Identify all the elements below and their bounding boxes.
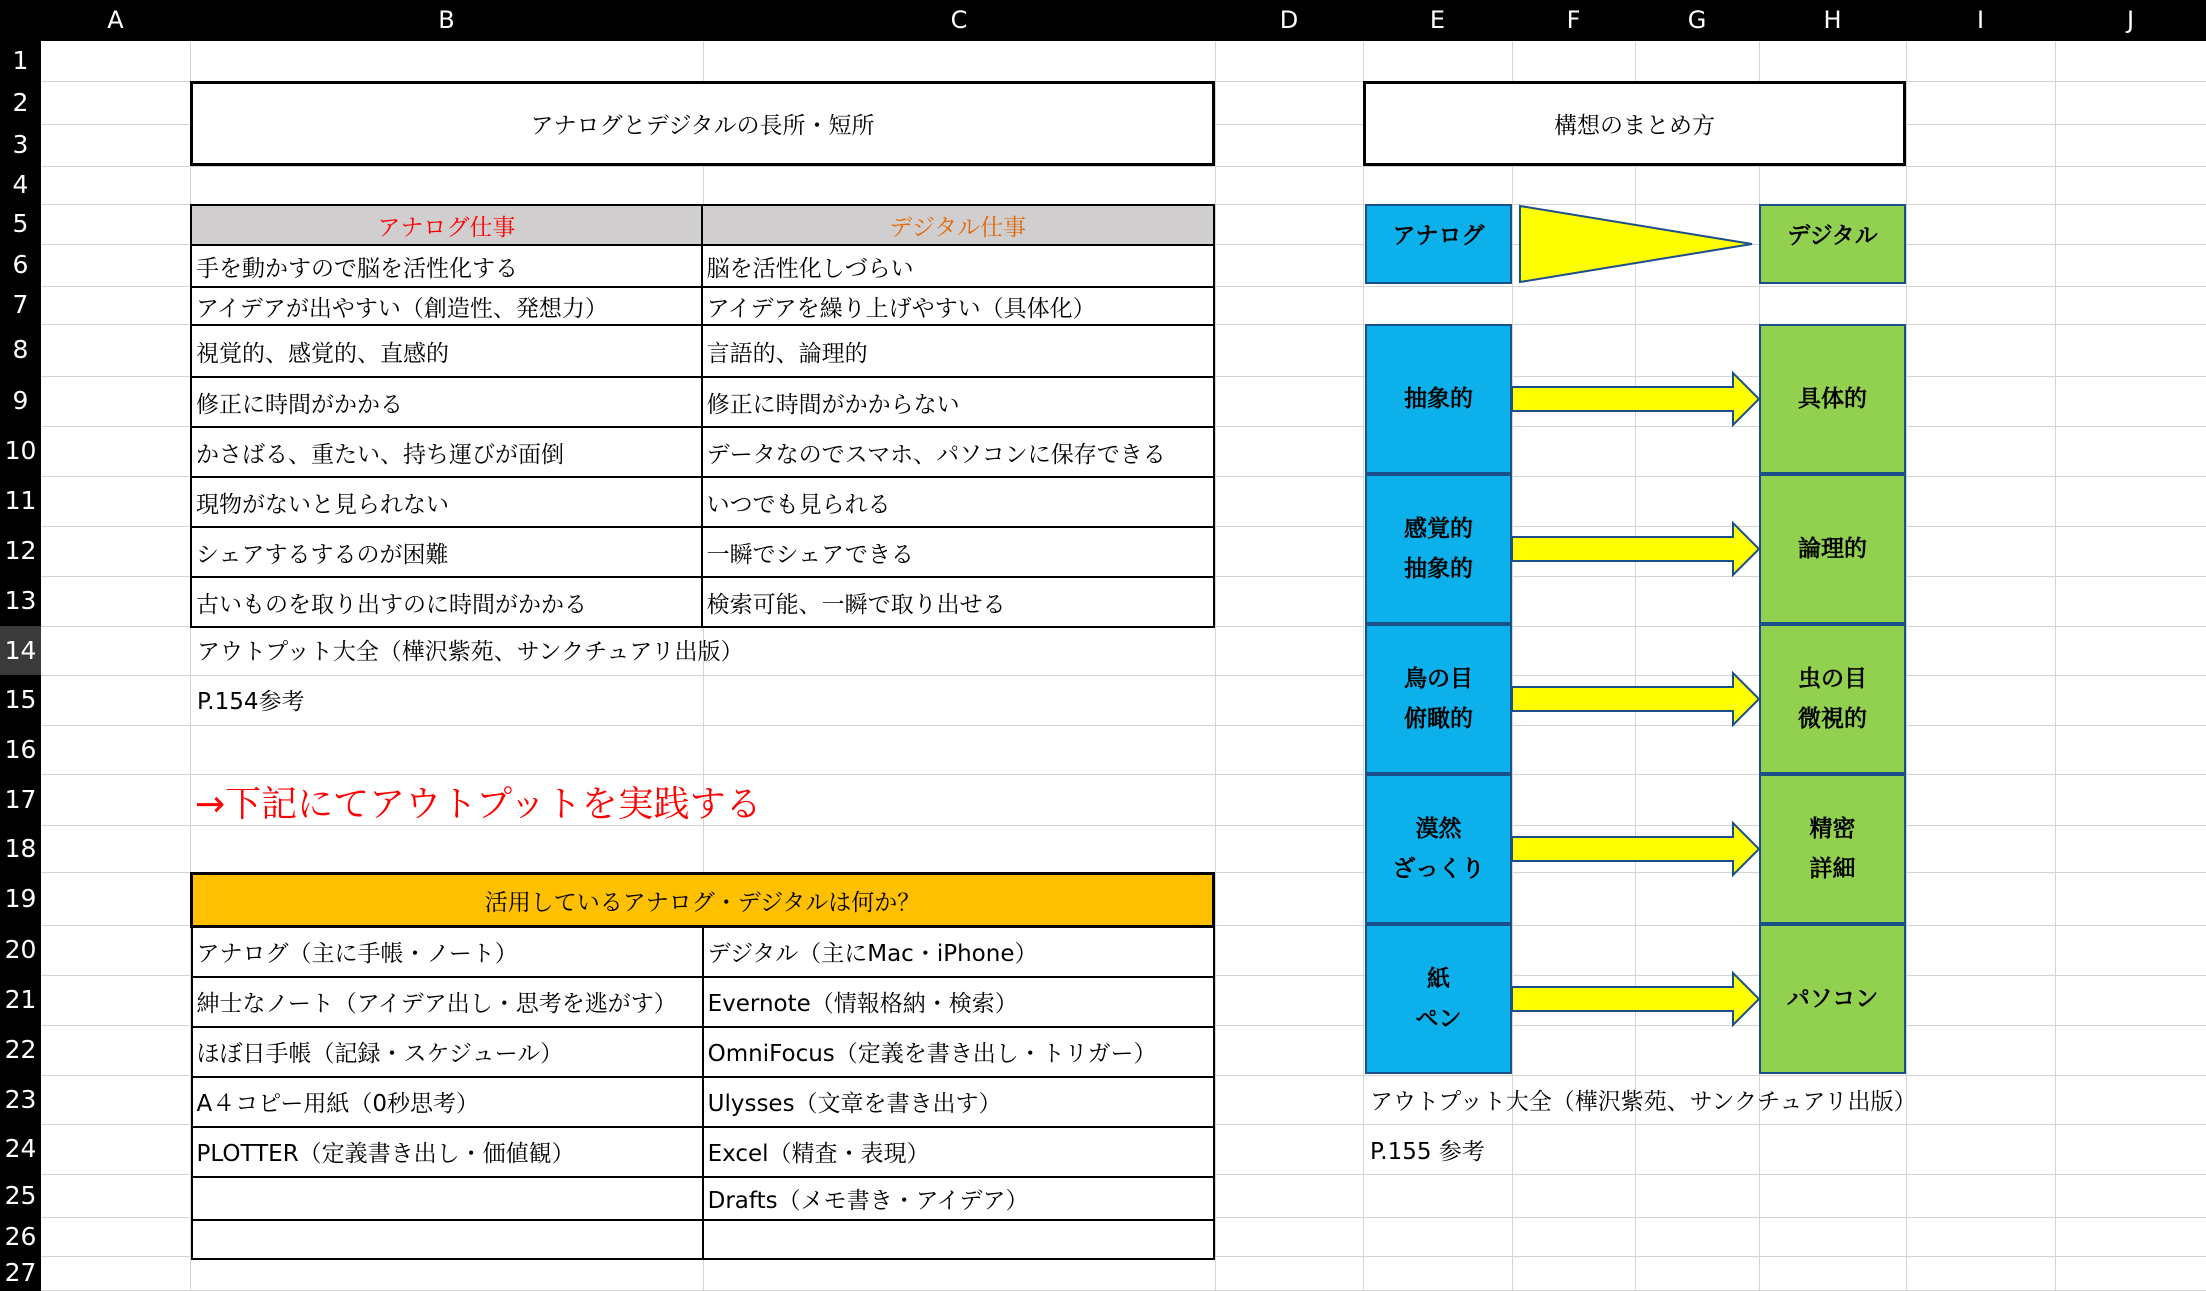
column-header-d[interactable]: D: [1279, 6, 1299, 34]
digital-cell[interactable]: 検索可能、一瞬で取り出せる: [702, 577, 1214, 627]
digital-concept-label: 微視的: [1798, 706, 1867, 732]
page-left[interactable]: P.154参考: [197, 689, 305, 715]
arrow-icon: [1511, 969, 1761, 1029]
row-header-26[interactable]: 26: [4, 1222, 37, 1251]
analog-concept-box[interactable]: [1365, 924, 1512, 1074]
analog-concept-box[interactable]: [1365, 324, 1512, 474]
analog-cell[interactable]: 手を動かすので脳を活性化する: [191, 245, 702, 287]
action-text[interactable]: →下記にてアウトプットを実践する: [195, 784, 762, 825]
row-header-2[interactable]: 2: [12, 88, 29, 117]
digital-tool-cell[interactable]: OmniFocus（定義を書き出し・トリガー）: [703, 1027, 1214, 1077]
row-header-17[interactable]: 17: [4, 785, 37, 814]
source-left[interactable]: アウトプット大全（樺沢紫苑、サンクチュアリ出版）: [197, 639, 744, 665]
analog-concept-label: 鳥の目: [1404, 666, 1473, 692]
row-header-27[interactable]: 27: [4, 1258, 37, 1287]
compare-table: [190, 204, 1215, 628]
digital-header-label: デジタル: [1787, 223, 1878, 249]
table-row: [191, 245, 1214, 287]
digital-cell[interactable]: アイデアを繰り上げやすい（具体化）: [702, 287, 1214, 325]
table-row: [192, 927, 1214, 977]
analog-tool-cell[interactable]: アナログ（主に手帳・ノート）: [192, 927, 703, 977]
column-header-f[interactable]: F: [1566, 6, 1581, 34]
digital-cell[interactable]: データなのでスマホ、パソコンに保存できる: [702, 427, 1214, 477]
digital-concept-label: パソコン: [1786, 986, 1879, 1012]
row-header-13[interactable]: 13: [4, 586, 37, 615]
analog-cell[interactable]: アイデアが出やすい（創造性、発想力）: [191, 287, 702, 325]
table-row: [192, 977, 1214, 1027]
row-header-23[interactable]: 23: [4, 1085, 37, 1114]
left-title-box[interactable]: [190, 81, 1215, 166]
table-row: [191, 325, 1214, 377]
row-header-25[interactable]: 25: [4, 1181, 37, 1210]
analog-concept-label: 抽象的: [1404, 386, 1473, 412]
digital-tool-cell[interactable]: Evernote（情報格納・検索）: [703, 977, 1214, 1027]
analog-header-label: アナログ: [1392, 223, 1485, 249]
column-header-g[interactable]: G: [1687, 6, 1707, 34]
compare-header-row: [191, 205, 1214, 245]
source-right[interactable]: アウトプット大全（樺沢紫苑、サンクチュアリ出版）: [1370, 1089, 1917, 1115]
digital-cell[interactable]: 脳を活性化しづらい: [702, 245, 1214, 287]
arrow-icon: [1511, 519, 1761, 579]
analog-tool-cell[interactable]: ほぼ日手帳（記録・スケジュール）: [192, 1027, 703, 1077]
table-row: [192, 1127, 1214, 1177]
table-row: [191, 427, 1214, 477]
analog-cell[interactable]: シェアするするのが困難: [191, 527, 702, 577]
analog-cell[interactable]: 古いものを取り出すのに時間がかかる: [191, 577, 702, 627]
row-header-11[interactable]: 11: [4, 486, 37, 515]
digital-tool-cell[interactable]: Excel（精査・表現）: [703, 1127, 1214, 1177]
row-header-5[interactable]: 5: [12, 209, 29, 238]
row-header-7[interactable]: 7: [12, 290, 29, 319]
digital-cell[interactable]: 修正に時間がかからない: [702, 377, 1214, 427]
analog-concept-label: 紙: [1427, 966, 1450, 992]
arrow-icon: [1511, 669, 1761, 729]
column-header-i[interactable]: I: [1976, 6, 1985, 34]
row-header-19[interactable]: 19: [4, 884, 37, 913]
column-header-a[interactable]: A: [107, 6, 124, 34]
row-header-21[interactable]: 21: [4, 985, 37, 1014]
analog-concept-box[interactable]: [1365, 474, 1512, 624]
row-header-10[interactable]: 10: [4, 436, 37, 465]
digital-concept-box[interactable]: [1759, 924, 1906, 1074]
row-header-bar: [0, 41, 41, 1290]
arrow-icon: [1511, 369, 1761, 429]
analog-cell[interactable]: 修正に時間がかかる: [191, 377, 702, 427]
row-header-8[interactable]: 8: [12, 335, 29, 364]
digital-concept-label: 精密: [1809, 816, 1856, 842]
tools-header-row: [192, 874, 1214, 927]
table-row: [192, 1077, 1214, 1127]
digital-concept-label: 虫の目: [1798, 666, 1867, 692]
analog-cell[interactable]: 現物がないと見られない: [191, 477, 702, 527]
digital-concept-box[interactable]: [1759, 624, 1906, 774]
digital-work-header[interactable]: デジタル仕事: [702, 205, 1214, 245]
table-row: [191, 527, 1214, 577]
digital-cell[interactable]: いつでも見られる: [702, 477, 1214, 527]
analog-work-header[interactable]: アナログ仕事: [191, 205, 702, 245]
digital-concept-label: 具体的: [1798, 386, 1867, 412]
tools-table: [190, 872, 1215, 1260]
analog-tool-cell[interactable]: [192, 1177, 703, 1220]
table-row: [191, 577, 1214, 627]
analog-tool-cell[interactable]: [192, 1220, 703, 1259]
analog-cell[interactable]: かさばる、重たい、持ち運びが面倒: [191, 427, 702, 477]
row-header-12[interactable]: 12: [4, 536, 37, 565]
triangle-arrow: [1516, 202, 1756, 286]
table-row: [192, 1177, 1214, 1220]
row-header-6[interactable]: 6: [12, 250, 29, 279]
row-header-9[interactable]: 9: [12, 386, 29, 415]
digital-concept-box[interactable]: [1759, 774, 1906, 924]
digital-tool-cell[interactable]: Drafts（メモ書き・アイデア）: [703, 1177, 1214, 1220]
column-header-b[interactable]: B: [438, 6, 455, 34]
column-header-bar: [0, 0, 2206, 41]
analog-tool-cell[interactable]: A４コピー用紙（0秒思考）: [192, 1077, 703, 1127]
digital-header-box[interactable]: [1759, 204, 1906, 284]
row-header-24[interactable]: 24: [4, 1134, 37, 1163]
table-row: [191, 477, 1214, 527]
row-header-3[interactable]: 3: [12, 130, 29, 159]
table-row: [191, 377, 1214, 427]
analog-tool-cell[interactable]: 紳士なノート（アイデア出し・思考を逃がす）: [192, 977, 703, 1027]
row-header-15[interactable]: 15: [4, 685, 37, 714]
digital-cell[interactable]: 一瞬でシェアできる: [702, 527, 1214, 577]
left-title: アナログとデジタルの長所・短所: [530, 113, 875, 139]
analog-concept-box[interactable]: [1365, 774, 1512, 924]
column-header-h[interactable]: H: [1823, 6, 1842, 34]
table-row: [192, 1220, 1214, 1259]
analog-concept-label: 感覚的: [1404, 516, 1473, 542]
analog-concept-label: 漠然: [1415, 816, 1462, 842]
analog-header-box[interactable]: [1365, 204, 1512, 284]
digital-tool-cell[interactable]: [703, 1220, 1214, 1259]
page-right[interactable]: P.155 参考: [1370, 1139, 1485, 1165]
table-row: [192, 1027, 1214, 1077]
digital-concept-box[interactable]: [1759, 474, 1906, 624]
row-header-1[interactable]: 1: [12, 46, 29, 75]
column-header-j[interactable]: J: [2126, 6, 2135, 34]
arrow-icon: [1511, 819, 1761, 879]
row-header-4[interactable]: 4: [12, 170, 29, 199]
digital-concept-box[interactable]: [1759, 324, 1906, 474]
digital-tool-cell[interactable]: Ulysses（文章を書き出す）: [703, 1077, 1214, 1127]
column-header-c[interactable]: C: [950, 6, 968, 34]
right-title-box[interactable]: [1363, 81, 1906, 166]
row-header-18[interactable]: 18: [4, 834, 37, 863]
row-header-22[interactable]: 22: [4, 1035, 37, 1064]
analog-concept-label: 抽象的: [1404, 556, 1473, 582]
digital-concept-label: 詳細: [1809, 856, 1856, 882]
column-header-e[interactable]: E: [1429, 6, 1446, 34]
analog-concept-label: ペン: [1415, 1006, 1462, 1032]
digital-cell[interactable]: 言語的、論理的: [702, 325, 1214, 377]
analog-concept-label: 俯瞰的: [1404, 706, 1473, 732]
tools-header[interactable]: 活用しているアナログ・デジタルは何か？: [192, 874, 1214, 927]
analog-tool-cell[interactable]: PLOTTER（定義書き出し・価値観）: [192, 1127, 703, 1177]
analog-concept-label: ざっくり: [1392, 856, 1485, 882]
row-header-20[interactable]: 20: [4, 935, 37, 964]
table-row: [191, 287, 1214, 325]
right-title: 構想のまとめ方: [1554, 113, 1715, 139]
analog-cell[interactable]: 視覚的、感覚的、直感的: [191, 325, 702, 377]
digital-tool-cell[interactable]: デジタル（主にMac・iPhone）: [703, 927, 1214, 977]
row-header-16[interactable]: 16: [4, 735, 37, 764]
analog-concept-box[interactable]: [1365, 624, 1512, 774]
row-header-14[interactable]: 14: [0, 626, 41, 675]
digital-concept-label: 論理的: [1798, 536, 1867, 562]
